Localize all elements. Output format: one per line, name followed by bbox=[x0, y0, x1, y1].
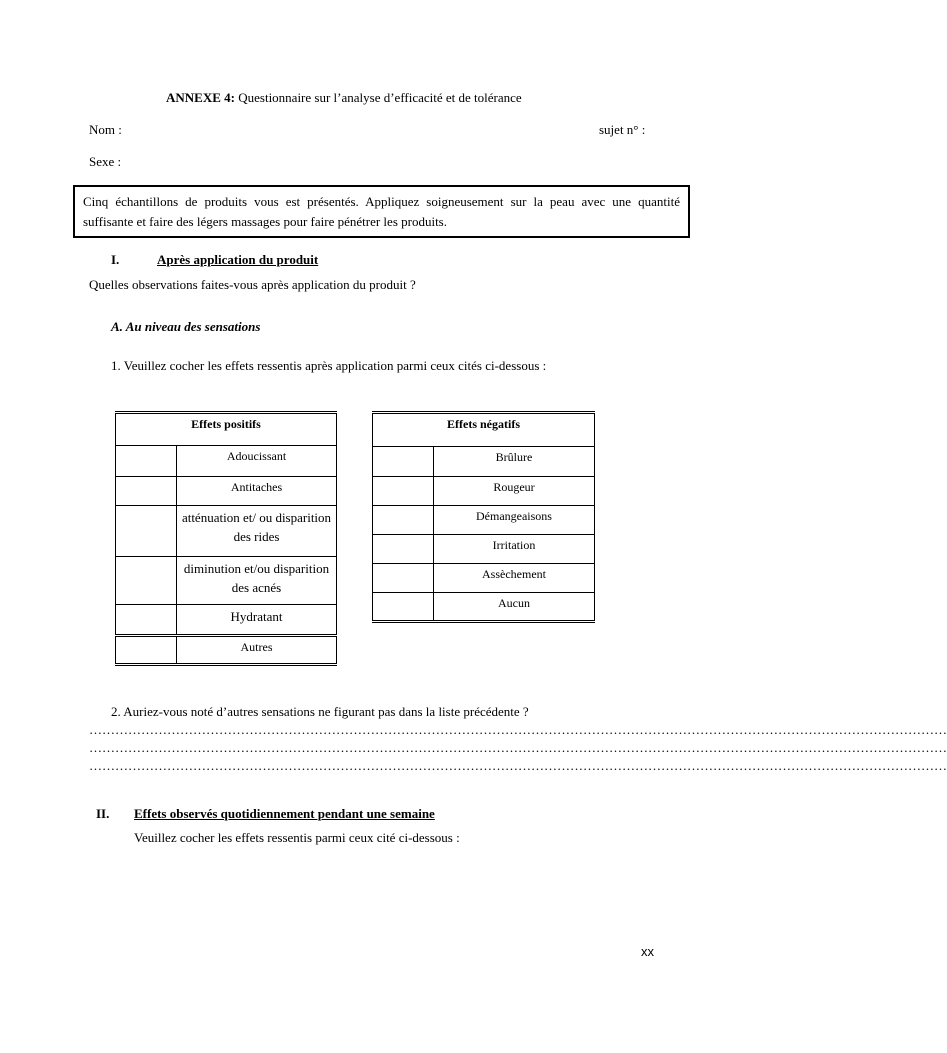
answer-line-1[interactable]: ……………………………………………………………………………………………………………………………………………………………………………… bbox=[89, 722, 947, 737]
checkbox-rougeur[interactable] bbox=[373, 477, 434, 506]
nom-field-label: Nom : bbox=[89, 122, 122, 137]
positive-header: Effets positifs bbox=[116, 413, 337, 446]
checkbox-demangeaisons[interactable] bbox=[373, 506, 434, 535]
title-text: Questionnaire sur l’analyse d’efficacité et de tolérance bbox=[234, 90, 522, 105]
positive-item: Antitaches bbox=[177, 477, 337, 506]
checkbox-hydratant[interactable] bbox=[116, 605, 177, 636]
annex-label: ANNEXE 4: bbox=[166, 90, 235, 105]
instructions-box: Cinq échantillons de produits vous est présentés. Appliquez soigneusement sur la peau avec une quantité suffisante et faire des légers massages pour faire pénétrer les produits. bbox=[73, 185, 690, 238]
negative-item: Brûlure bbox=[434, 447, 595, 477]
positive-item: atténuation et/ ou disparition des rides bbox=[177, 506, 337, 557]
negative-item: Démangeaisons bbox=[434, 506, 595, 535]
section2-instruction: Veuillez cocher les effets ressentis parmi ceux cité ci-dessous : bbox=[134, 830, 460, 845]
question-1: 1. Veuillez cocher les effets ressentis après application parmi ceux cités ci-dessous : bbox=[111, 358, 547, 373]
answer-line-3[interactable]: ……………………………………………………………………………………………………………………………………………………………………………… bbox=[89, 758, 947, 773]
negative-item: Rougeur bbox=[434, 477, 595, 506]
section2-title: Effets observés quotidiennement pendant une semaine bbox=[134, 806, 435, 821]
checkbox-acnes[interactable] bbox=[116, 557, 177, 605]
negative-effects-table bbox=[372, 411, 595, 623]
checkbox-autres[interactable] bbox=[116, 636, 177, 665]
checkbox-irritation[interactable] bbox=[373, 535, 434, 564]
negative-item: Aucun bbox=[434, 593, 595, 622]
section2-number: II. bbox=[96, 806, 110, 821]
sujet-field-label: sujet n° : bbox=[599, 122, 646, 137]
page-number: xx bbox=[641, 944, 654, 959]
negative-item: Irritation bbox=[434, 535, 595, 564]
checkbox-assechement[interactable] bbox=[373, 564, 434, 593]
section1-question: Quelles observations faites-vous après application du produit ? bbox=[89, 277, 416, 292]
positive-item: diminution et/ou disparition des acnés bbox=[177, 557, 337, 605]
positive-item: Autres bbox=[177, 636, 337, 665]
section1-title: Après application du produit bbox=[157, 252, 319, 267]
section1-number: I. bbox=[111, 252, 120, 267]
question-2: 2. Auriez-vous noté d’autres sensations ne figurant pas dans la liste précédente ? bbox=[111, 704, 529, 719]
positive-effects-table bbox=[115, 411, 337, 666]
positive-item: Adoucissant bbox=[177, 446, 337, 477]
page-title bbox=[166, 90, 522, 106]
checkbox-brulure[interactable] bbox=[373, 447, 434, 477]
answer-line-2[interactable]: ……………………………………………………………………………………………………………………………………………………………………………… bbox=[89, 740, 947, 755]
negative-header: Effets négatifs bbox=[373, 413, 595, 447]
checkbox-antitaches[interactable] bbox=[116, 477, 177, 506]
sexe-field-label: Sexe : bbox=[89, 154, 122, 169]
subsection-a-title: A. Au niveau des sensations bbox=[111, 319, 261, 334]
checkbox-rides[interactable] bbox=[116, 506, 177, 557]
checkbox-adoucissant[interactable] bbox=[116, 446, 177, 477]
checkbox-aucun[interactable] bbox=[373, 593, 434, 622]
positive-item: Hydratant bbox=[177, 605, 337, 636]
negative-item: Assèchement bbox=[434, 564, 595, 593]
